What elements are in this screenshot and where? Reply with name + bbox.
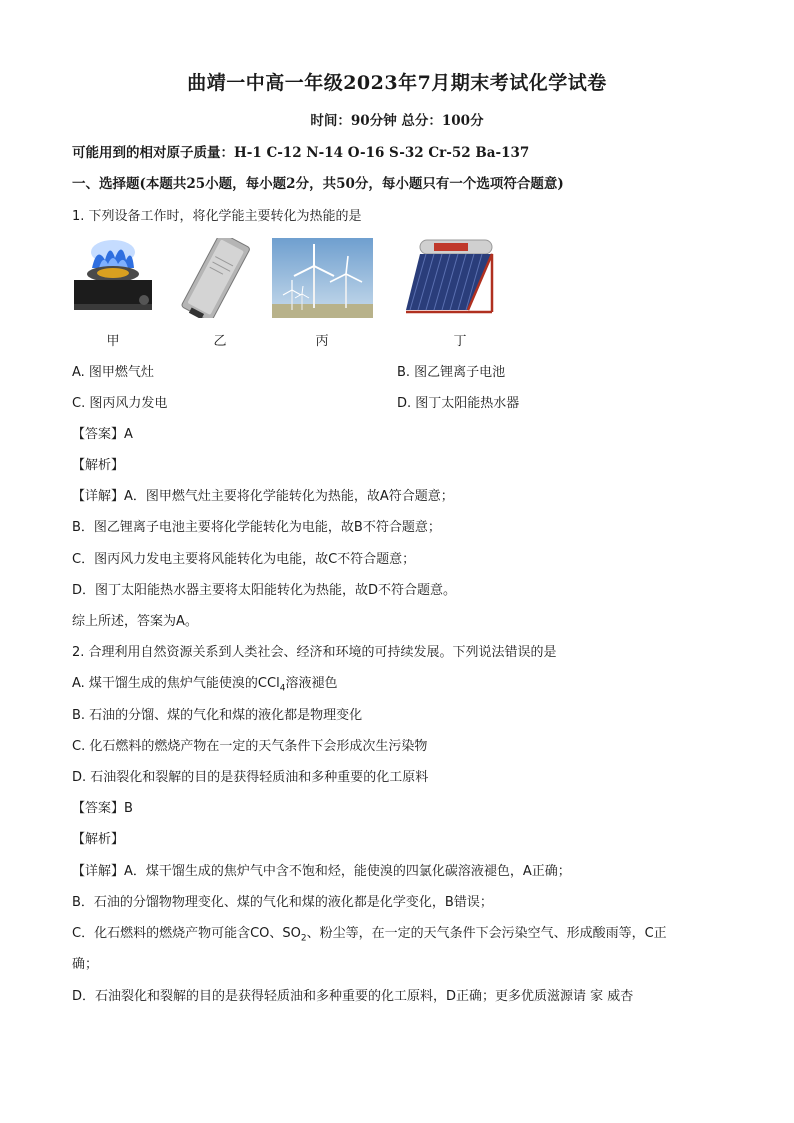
caption-yi: 乙 xyxy=(213,334,227,349)
q2-detail-a: 【详解】A．煤干馏生成的焦炉气中含不饱和烃，能使溴的四氯化碳溶液褪色，A正确； xyxy=(72,864,571,879)
q1-option-a: A. 图甲燃气灶 xyxy=(72,365,154,380)
caption-ding: 丁 xyxy=(453,334,467,349)
question-1-stem: 1. 下列设备工作时，将化学能主要转化为热能的是 xyxy=(72,209,362,224)
q2-detail-d: D．石油裂化和裂解的目的是获得轻质油和多种重要的化工原料，D正确；更多优质滋源请 家 威杏 xyxy=(72,989,634,1004)
q1-detail-b: B．图乙锂离子电池主要将化学能转化为电能，故B不符合题意； xyxy=(72,520,441,535)
q2-analysis-label: 【解析】 xyxy=(72,832,125,847)
wind-turbine-image xyxy=(272,238,373,318)
q2-option-a-text: A. 煤干馏生成的焦炉气能使溴的CCl xyxy=(72,676,280,691)
q2-option-b: B. 石油的分馏、煤的气化和煤的液化都是物理变化 xyxy=(72,708,363,723)
q1-analysis-label: 【解析】 xyxy=(72,458,125,473)
q2-option-d: D. 石油裂化和裂解的目的是获得轻质油和多种重要的化工原料 xyxy=(72,770,429,785)
q1-detail-a: 【详解】A．图甲燃气灶主要将化学能转化为热能，故A符合题意； xyxy=(72,489,454,504)
q2-option-c: C. 化石燃料的燃烧产物在一定的天气条件下会形成次生污染物 xyxy=(72,739,428,754)
q1-detail-d: D．图丁太阳能热水器主要将太阳能转化为热能，故D不符合题意。 xyxy=(72,583,457,598)
q1-detail-c: C．图丙风力发电主要将风能转化为电能，故C不符合题意； xyxy=(72,552,416,567)
q1-option-b: B. 图乙锂离子电池 xyxy=(397,365,506,380)
page-title: 曲靖一中高一年级2023年7月期末考试化学试卷 xyxy=(187,72,607,94)
q2-option-a xyxy=(72,672,337,694)
q2-option-a-text-end: 溶液褪色 xyxy=(285,676,338,691)
section-header: 一、选择题(本题共25小题，每小题2分，共50分，每小题只有一个选项符合题意) xyxy=(72,176,564,192)
q1-option-d: D. 图丁太阳能热水器 xyxy=(397,396,520,411)
atomic-masses: 可能用到的相对原子质量：H-1 C-12 N-14 O-16 S-32 Cr-52 Ba-137 xyxy=(72,145,530,161)
q2-detail-b: B．石油的分馏物物理变化、煤的气化和煤的液化都是化学变化，B错误； xyxy=(72,895,493,910)
q2-option-a-subscript: 4 xyxy=(279,683,286,694)
q2-detail-c-text-end: 、粉尘等，在一定的天气条件下会污染空气、形成酸雨等，C正 xyxy=(306,926,667,941)
question-2-stem: 2. 合理利用自然资源关系到人类社会、经济和环境的可持续发展。下列说法错误的是 xyxy=(72,645,557,660)
exam-time-score: 时间：90分钟 总分：100分 xyxy=(310,113,484,129)
q2-detail-c-text: C．化石燃料的燃烧产物可能含CO、SO xyxy=(72,926,301,941)
q2-detail-c-cont: 确； xyxy=(72,957,99,972)
q2-detail-c-subscript: 2 xyxy=(300,933,307,944)
solar-water-heater-image xyxy=(398,238,498,318)
gas-stove-image xyxy=(72,238,154,318)
q2-answer: 【答案】B xyxy=(72,801,133,816)
lithium-battery-image xyxy=(168,238,258,318)
caption-bing: 丙 xyxy=(315,334,329,349)
q1-summary: 综上所述，答案为A。 xyxy=(72,614,198,629)
caption-jia: 甲 xyxy=(106,334,120,349)
q2-detail-c xyxy=(72,922,667,944)
q1-answer: 【答案】A xyxy=(72,427,133,442)
q1-option-c: C. 图丙风力发电 xyxy=(72,396,168,411)
